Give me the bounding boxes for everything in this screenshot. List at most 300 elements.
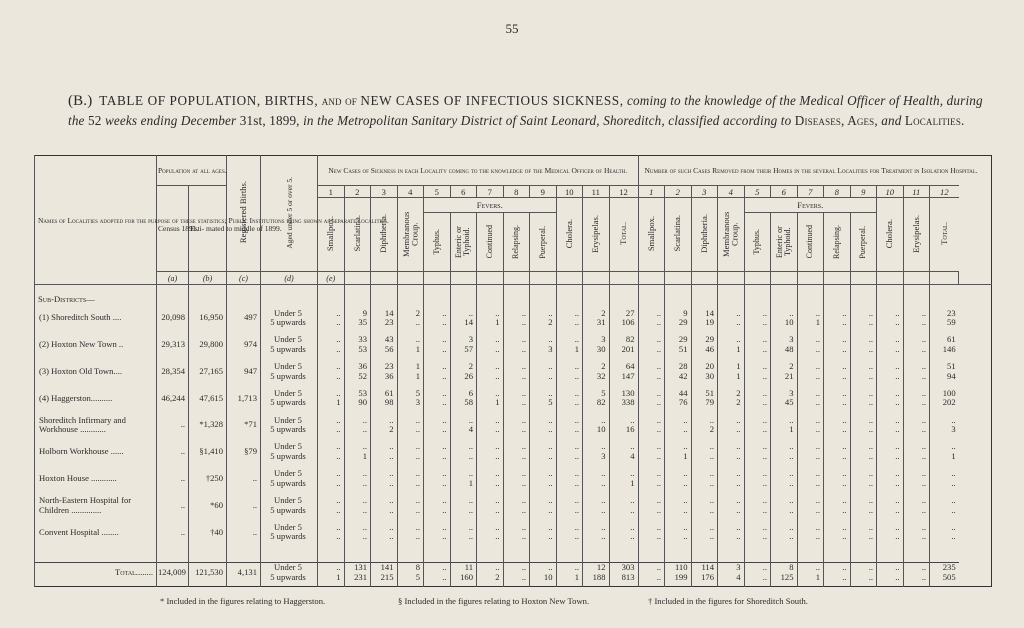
spacer-cell — [877, 542, 904, 550]
cell-new-case: .. — [503, 425, 530, 435]
cell-removed: 114 — [691, 563, 718, 573]
cell-removed: .. — [771, 442, 798, 452]
cell-age: 5 upwards — [261, 479, 318, 489]
cell-new-case: .. — [530, 523, 557, 533]
cell-removed: .. — [824, 469, 851, 479]
locality-name-text: Hoxton House ............ — [39, 473, 117, 484]
cell-removed: .. — [824, 398, 851, 408]
cell-removed: .. — [771, 479, 798, 489]
cell-new-case: .. — [556, 372, 583, 382]
cell-new-case: .. — [477, 335, 504, 345]
spacer-cell — [189, 542, 227, 550]
cell-removed: .. — [824, 416, 851, 426]
cell-removed: .. — [850, 496, 877, 506]
cell-removed: 51 — [930, 362, 959, 372]
spacer-cell — [35, 462, 157, 470]
spacer-cell — [530, 582, 557, 586]
spacer-cell — [450, 291, 477, 309]
spacer-cell — [744, 550, 771, 563]
disease-label-removed-5: Typhus. — [752, 229, 762, 255]
spacer-cell — [718, 550, 745, 563]
title-sc-b: Localities. — [904, 113, 965, 129]
spacer-cell — [903, 582, 930, 586]
cell-new-case: 1 — [318, 573, 345, 583]
col-number-removed-4: 4 — [718, 186, 745, 198]
spacer-cell — [718, 542, 745, 550]
spacer-cell — [189, 291, 227, 309]
cell-removed: 3 — [771, 335, 798, 345]
col-letter-empty — [477, 272, 504, 285]
cell-removed: .. — [824, 532, 851, 542]
cell-removed: .. — [744, 523, 771, 533]
spacer-cell — [477, 550, 504, 563]
table-row — [35, 523, 992, 533]
disease-label-removed-2: Scarlatina. — [672, 215, 683, 252]
cell-new-case: .. — [318, 309, 345, 319]
cell-removed: 3 — [771, 389, 798, 399]
cell-removed: .. — [691, 416, 718, 426]
header-estimated: Esti- mated to middle of 1899. — [190, 224, 282, 233]
table-row — [35, 469, 992, 479]
spacer-cell — [189, 408, 227, 416]
locality-name-text: Shoreditch Infirmary and Workhouse ............ — [39, 414, 126, 435]
cell-removed: .. — [850, 532, 877, 542]
cell-removed: .. — [797, 469, 824, 479]
cell-age: 5 upwards — [261, 318, 318, 328]
col-number-new-2: 2 — [344, 186, 371, 198]
cell-births: .. — [227, 469, 261, 488]
cell-new-case: .. — [477, 309, 504, 319]
cell-new-case: 27 — [609, 309, 638, 319]
cell-removed: .. — [824, 425, 851, 435]
cell-removed: 51 — [665, 345, 692, 355]
col-letter-empty — [930, 272, 959, 285]
cell-new-case: .. — [583, 469, 610, 479]
cell-new-case: .. — [424, 563, 451, 573]
spacer-cell — [771, 291, 798, 309]
spacer-cell — [227, 582, 261, 586]
locality-name-text: Holborn Workhouse ...... — [39, 446, 124, 457]
cell-new-case: .. — [556, 442, 583, 452]
cell-new-case: .. — [424, 372, 451, 382]
cell-new-case: 33 — [344, 335, 371, 345]
cell-removed: 2 — [691, 425, 718, 435]
cell-removed: 1 — [930, 452, 959, 462]
col-letter-empty — [503, 272, 530, 285]
cell-removed: 10 — [771, 318, 798, 328]
cell-estimated: 27,165 — [189, 362, 227, 381]
cell-new-case: .. — [371, 523, 398, 533]
cell-removed: .. — [903, 309, 930, 319]
cell-removed: .. — [903, 479, 930, 489]
cell-census: .. — [157, 442, 189, 461]
spacer-cell — [157, 291, 189, 309]
cell-removed: .. — [665, 469, 692, 479]
cell-removed: 45 — [771, 398, 798, 408]
cell-removed: 14 — [691, 309, 718, 319]
cell-new-case: .. — [530, 563, 557, 573]
spacer-cell — [371, 291, 398, 309]
cell-removed: 1 — [797, 318, 824, 328]
cell-new-case: .. — [530, 335, 557, 345]
cell-new-case: .. — [503, 398, 530, 408]
cell-new-case: .. — [477, 523, 504, 533]
table-row — [35, 442, 992, 452]
cell-removed: 19 — [691, 318, 718, 328]
cell-new-case: 58 — [450, 398, 477, 408]
spacer-cell — [227, 515, 261, 523]
spacer-cell — [397, 291, 424, 309]
col-letter-empty — [583, 272, 610, 285]
col-letter-empty — [344, 272, 371, 285]
cell-new-case: .. — [503, 532, 530, 542]
header-new-cases: New Cases of Sickness in each Locality coming to the knowledge of the Medical Officer of Health. — [328, 166, 628, 175]
cell-new-case: .. — [424, 309, 451, 319]
cell-new-case: .. — [556, 452, 583, 462]
cell-new-case: .. — [318, 335, 345, 345]
locality-name-text: (2) Hoxton New Town .. — [39, 339, 124, 350]
cell-new-case: .. — [424, 442, 451, 452]
cell-new-case: 1 — [556, 345, 583, 355]
cell-removed: .. — [903, 398, 930, 408]
col-letter-empty — [877, 272, 904, 285]
cell-removed: .. — [903, 362, 930, 372]
cell-removed: .. — [718, 506, 745, 516]
locality-name — [35, 416, 157, 435]
spacer-cell — [227, 550, 261, 563]
cell-removed: 9 — [665, 309, 692, 319]
spacer-cell — [877, 291, 904, 309]
cell-new-case: 36 — [344, 362, 371, 372]
cell-census: .. — [157, 523, 189, 542]
cell-removed: .. — [903, 452, 930, 462]
spacer-cell — [797, 291, 824, 309]
spacer-cell — [424, 550, 451, 563]
cell-removed: .. — [903, 469, 930, 479]
cell-removed: .. — [797, 452, 824, 462]
spacer-cell — [930, 550, 959, 563]
cell-new-case: .. — [503, 389, 530, 399]
cell-new-case: .. — [397, 416, 424, 426]
cell-new-case: 1 — [318, 398, 345, 408]
cell-removed: .. — [903, 318, 930, 328]
cell-new-case: .. — [424, 362, 451, 372]
cell-removed: 2 — [718, 398, 745, 408]
cell-new-case: .. — [609, 469, 638, 479]
cell-births: *71 — [227, 416, 261, 435]
locality-name-text: (1) Shoreditch South .... — [39, 312, 122, 323]
cell-removed: 23 — [930, 309, 959, 319]
locality-name — [35, 362, 157, 381]
spacer-cell — [530, 542, 557, 550]
row-gap — [35, 328, 992, 336]
cell-births: §79 — [227, 442, 261, 461]
disease-label-new-10: Cholera. — [563, 218, 574, 249]
spacer-cell — [638, 582, 665, 586]
cell-removed: 61 — [930, 335, 959, 345]
fever-col-new-5 — [424, 213, 450, 271]
cell-age: Under 5 — [261, 442, 318, 452]
cell-removed: 94 — [930, 372, 959, 382]
cell-removed: 125 — [771, 573, 798, 583]
cell-new-case: .. — [371, 469, 398, 479]
spacer-cell — [503, 291, 530, 309]
spacer-cell — [691, 582, 718, 586]
cell-new-case: 64 — [609, 362, 638, 372]
cell-new-case: .. — [450, 523, 477, 533]
cell-new-case: .. — [318, 318, 345, 328]
cell-removed: .. — [691, 506, 718, 516]
disease-header-removed-3 — [691, 198, 718, 272]
disease-label-removed-10: Cholera. — [884, 218, 895, 249]
cell-removed: .. — [824, 452, 851, 462]
cell-removed: .. — [638, 452, 665, 462]
disease-header-new-2 — [344, 198, 371, 272]
cell-new-case: .. — [583, 532, 610, 542]
cell-removed: .. — [691, 469, 718, 479]
disease-label-removed-12: Total. — [939, 222, 950, 245]
cell-census: .. — [157, 496, 189, 515]
cell-removed: .. — [824, 496, 851, 506]
cell-new-case: .. — [583, 523, 610, 533]
cell-new-case: .. — [477, 389, 504, 399]
cell-new-case: 31 — [583, 318, 610, 328]
cell-removed: .. — [771, 496, 798, 506]
cell-removed: 202 — [930, 398, 959, 408]
cell-new-case: .. — [556, 309, 583, 319]
spacer-cell — [477, 291, 504, 309]
cell-new-case: 2 — [530, 318, 557, 328]
table-row — [35, 309, 992, 319]
cell-removed: .. — [718, 318, 745, 328]
cell-new-case: .. — [503, 335, 530, 345]
cell-new-case: 5 — [583, 389, 610, 399]
cell-age: Under 5 — [261, 309, 318, 319]
cell-new-case: .. — [450, 469, 477, 479]
cell-removed: .. — [638, 479, 665, 489]
header-fevers-new — [424, 198, 557, 272]
spacer-cell — [665, 542, 692, 550]
cell-new-case: 23 — [371, 318, 398, 328]
col-letter-empty — [609, 272, 638, 285]
spacer-cell — [930, 542, 959, 550]
cell-removed: .. — [744, 389, 771, 399]
cell-new-case: .. — [450, 532, 477, 542]
cell-removed: .. — [665, 425, 692, 435]
cell-removed: .. — [877, 318, 904, 328]
col-letter-1: (b) — [189, 272, 227, 285]
cell-removed: .. — [824, 573, 851, 583]
fever-col-removed-7 — [797, 213, 824, 271]
cell-new-case: .. — [397, 335, 424, 345]
spacer-cell — [744, 291, 771, 309]
cell-removed: .. — [824, 523, 851, 533]
cell-new-case: 53 — [344, 389, 371, 399]
cell-removed: .. — [638, 496, 665, 506]
cell-new-case: 215 — [371, 573, 398, 583]
section-row — [35, 291, 992, 309]
cell-new-case: 57 — [450, 345, 477, 355]
col-number-removed-6: 6 — [771, 186, 798, 198]
cell-new-case: .. — [530, 372, 557, 382]
disease-label-removed-6: Enteric or Typhoid. — [774, 226, 792, 258]
spacer-cell — [850, 291, 877, 309]
spacer-cell — [718, 582, 745, 586]
cell-removed: .. — [797, 425, 824, 435]
cell-new-case: 11 — [450, 563, 477, 573]
locality-name-text: North-Eastern Hospital for Children .............. — [39, 495, 132, 515]
cell-new-case: 61 — [371, 389, 398, 399]
cell-removed: .. — [850, 318, 877, 328]
spacer-cell — [189, 515, 227, 523]
spacer-cell — [227, 291, 261, 309]
spacer-cell — [877, 550, 904, 563]
cell-removed: .. — [797, 398, 824, 408]
col-number-new-7: 7 — [477, 186, 504, 198]
cell-new-case: .. — [424, 496, 451, 506]
spacer-cell — [227, 435, 261, 443]
cell-new-case: .. — [556, 532, 583, 542]
cell-removed: .. — [850, 523, 877, 533]
cell-removed: .. — [744, 563, 771, 573]
cell-new-case: .. — [530, 452, 557, 462]
spacer-cell — [691, 291, 718, 309]
statistics-table — [34, 155, 992, 587]
spacer-cell — [583, 291, 610, 309]
cell-census: 124,009 — [157, 563, 189, 583]
cell-new-case: 2 — [371, 425, 398, 435]
cell-age: Under 5 — [261, 416, 318, 426]
cell-removed: .. — [665, 479, 692, 489]
cell-new-case: .. — [397, 425, 424, 435]
cell-removed: 199 — [665, 573, 692, 583]
footnote-3: † Included in the figures for Shoreditch South. — [648, 596, 808, 606]
cell-new-case: 1 — [344, 452, 371, 462]
cell-new-case: .. — [583, 496, 610, 506]
cell-new-case: .. — [397, 479, 424, 489]
row-gap — [35, 515, 992, 523]
fever-col-removed-8 — [823, 213, 850, 271]
cell-new-case: 98 — [371, 398, 398, 408]
disease-header-removed-1 — [638, 198, 665, 272]
cell-removed: 3 — [718, 563, 745, 573]
cell-removed: .. — [877, 398, 904, 408]
cell-removed: 29 — [665, 335, 692, 345]
cell-new-case: .. — [344, 416, 371, 426]
total-row — [35, 563, 992, 573]
spacer-cell — [556, 291, 583, 309]
cell-new-case: .. — [556, 563, 583, 573]
cell-removed: .. — [903, 345, 930, 355]
spacer-cell — [189, 462, 227, 470]
cell-new-case: .. — [397, 318, 424, 328]
cell-removed: 20 — [691, 362, 718, 372]
cell-removed: .. — [877, 523, 904, 533]
cell-new-case: 36 — [371, 372, 398, 382]
col-number-removed-5: 5 — [744, 186, 771, 198]
col-number-removed-12: 12 — [930, 186, 959, 198]
cell-new-case: 1 — [556, 573, 583, 583]
cell-census: .. — [157, 469, 189, 488]
cell-new-case: .. — [318, 372, 345, 382]
cell-removed: .. — [665, 416, 692, 426]
locality-name-text: Convent Hospital ........ — [39, 526, 119, 537]
cell-new-case: .. — [450, 452, 477, 462]
spacer-cell — [157, 408, 189, 416]
spacer-cell — [930, 582, 959, 586]
cell-new-case: .. — [503, 506, 530, 516]
row-gap — [35, 542, 992, 550]
cell-new-case: .. — [371, 506, 398, 516]
cell-new-case: .. — [583, 416, 610, 426]
cell-removed: 1 — [771, 425, 798, 435]
cell-new-case: .. — [424, 452, 451, 462]
cell-removed: 42 — [665, 372, 692, 382]
cell-new-case: .. — [450, 506, 477, 516]
disease-label-new-7: Continued — [484, 225, 494, 259]
cell-removed: .. — [638, 398, 665, 408]
cell-new-case: 2 — [477, 573, 504, 583]
cell-removed: .. — [824, 389, 851, 399]
cell-removed: .. — [744, 496, 771, 506]
cell-removed: .. — [744, 372, 771, 382]
header-population: Population at all ages. — [158, 166, 227, 175]
cell-removed: .. — [824, 372, 851, 382]
spacer-cell — [744, 582, 771, 586]
locality-name-text: Total........ — [115, 566, 153, 577]
cell-removed: .. — [665, 496, 692, 506]
cell-new-case: 5 — [530, 398, 557, 408]
spacer-cell — [157, 328, 189, 336]
cell-removed: .. — [718, 442, 745, 452]
cell-removed: 59 — [930, 318, 959, 328]
cell-new-case: .. — [371, 479, 398, 489]
cell-removed: .. — [638, 523, 665, 533]
cell-new-case: .. — [371, 496, 398, 506]
title-label: (B.) — [68, 93, 93, 109]
cell-new-case: .. — [318, 442, 345, 452]
col-letter-3: (d) — [261, 272, 318, 285]
cell-new-case: 1 — [397, 345, 424, 355]
cell-new-case: .. — [371, 532, 398, 542]
cell-age: 5 upwards — [261, 398, 318, 408]
col-letter-empty — [450, 272, 477, 285]
cell-new-case: .. — [318, 425, 345, 435]
header-removed: Number of such Cases Removed from their Homes in the several Localities for Treatment in Isolation Hospital. — [644, 166, 978, 175]
title-italic-c: in the Metropolitan Sanitary District of Saint Leonard, Shoreditch, classified according to — [303, 113, 792, 129]
cell-removed: .. — [877, 425, 904, 435]
cell-new-case: .. — [424, 425, 451, 435]
cell-removed: 505 — [930, 573, 959, 583]
spacer-cell — [638, 550, 665, 563]
cell-removed: .. — [771, 506, 798, 516]
cell-new-case: .. — [530, 532, 557, 542]
spacer-cell — [397, 582, 424, 586]
cell-removed: .. — [691, 452, 718, 462]
col-number-new-4: 4 — [397, 186, 424, 198]
cell-new-case: .. — [477, 416, 504, 426]
cell-new-case: .. — [424, 532, 451, 542]
cell-new-case: 131 — [344, 563, 371, 573]
disease-label-removed-4: Membranous Croup. — [721, 210, 740, 257]
spacer-cell — [583, 550, 610, 563]
cell-removed: .. — [903, 506, 930, 516]
cell-removed: .. — [718, 335, 745, 345]
cell-removed: 3 — [930, 425, 959, 435]
title-upper-b: NEW CASES OF INFECTIOUS SICKNESS, — [360, 93, 624, 108]
cell-new-case: 56 — [371, 345, 398, 355]
cell-new-case: .. — [530, 496, 557, 506]
